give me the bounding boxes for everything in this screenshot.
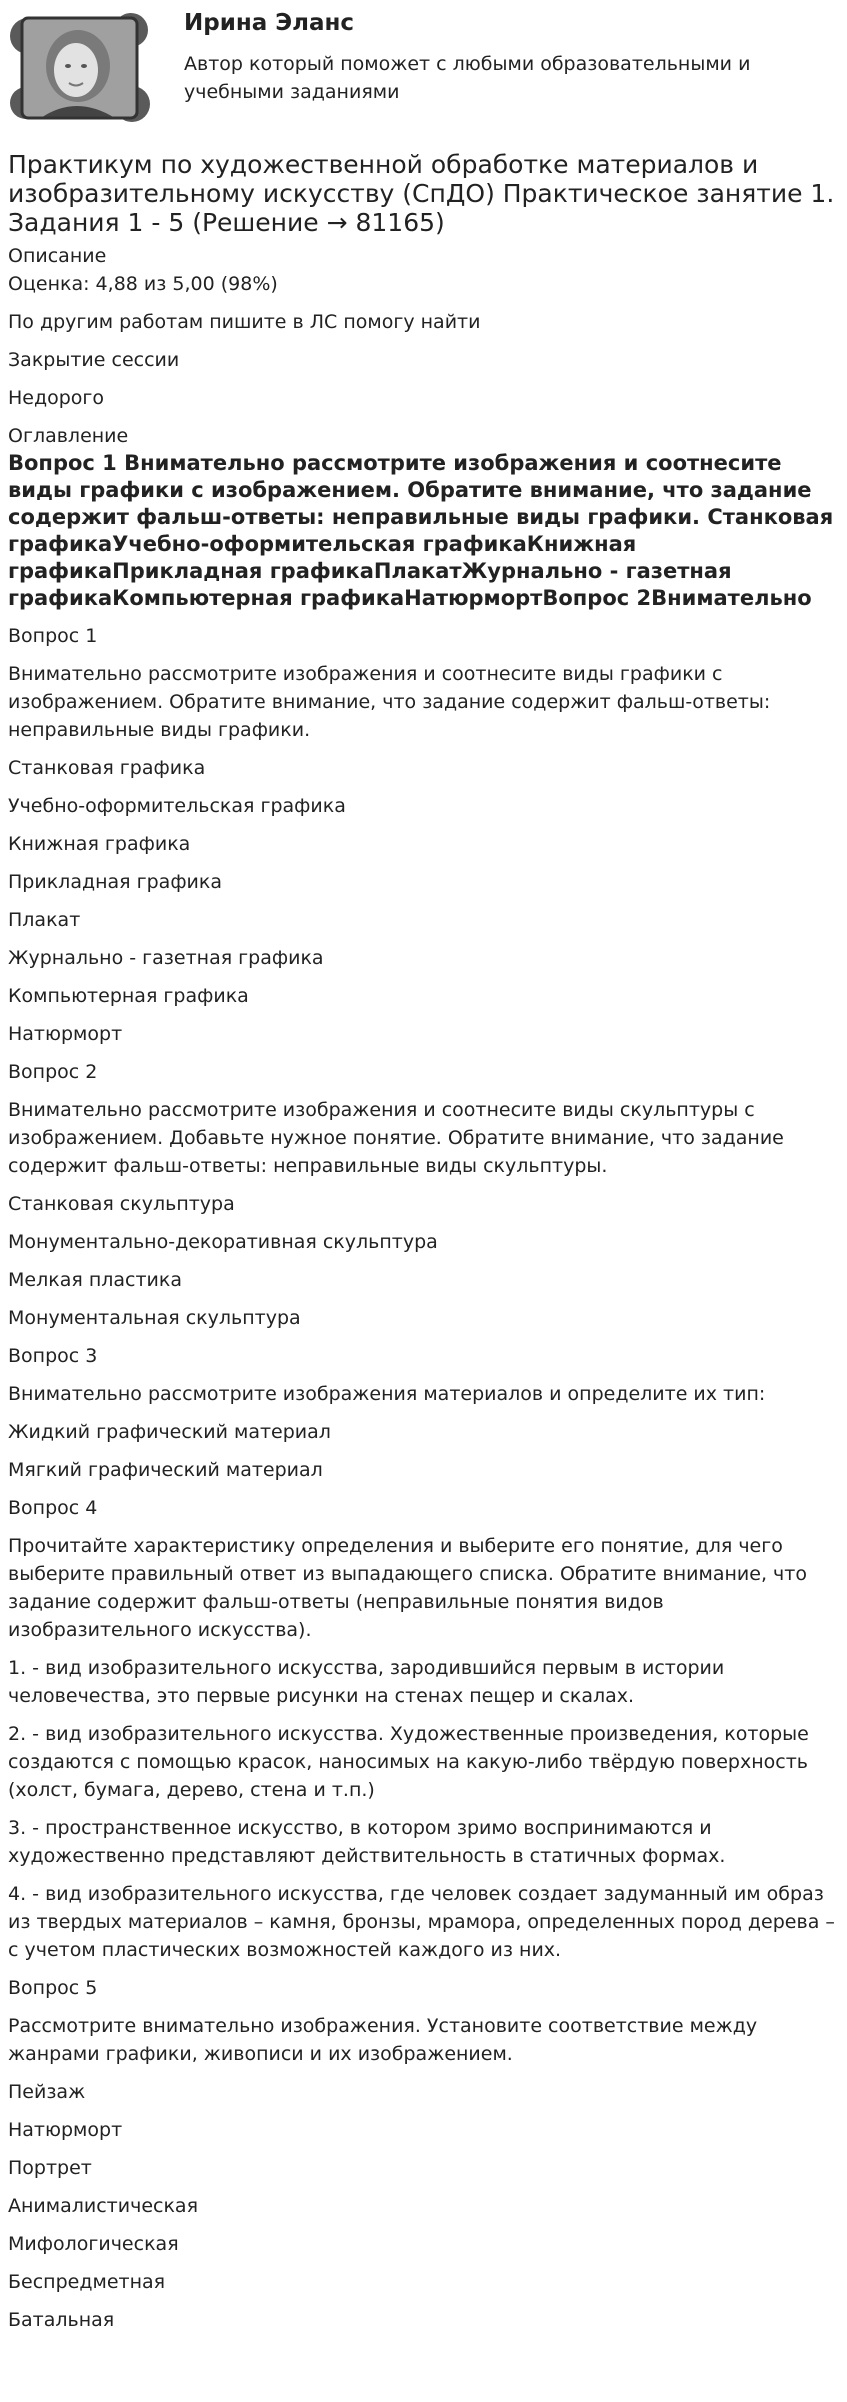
author-card [0,0,847,150]
answer-item: Натюрморт [8,1023,123,1045]
toc-label: Оглавление [8,425,129,447]
answer-item: Мягкий графический материал [8,1459,323,1481]
question-text: Прочитайте характеристику определения и выберите его понятие, для чего выберите правильный ответ из выпадающего списка. Обратите внимание, что задание содержит фальш-ответы (неправильные понятия видов изобразительного искусства). [8,1535,807,1641]
question-text: Внимательно рассмотрите изображения материалов и определите их тип: [8,1383,766,1405]
answer-item: Прикладная графика [8,871,223,893]
description-label: Описание [8,245,107,267]
question-text: Внимательно рассмотрите изображения и соотнесите виды скульптуры с изображением. Добавьте нужное понятие. Обратите внимание, что задание содержит фальш-ответы: неправильные виды скульптуры. [8,1099,784,1177]
author-description: Автор который поможет с любыми образовательными и учебными заданиями [184,53,751,103]
answer-item: 3. - пространственное искусство, в котором зримо воспринимаются и художественно представляют действительность в статичных формах. [8,1817,726,1867]
answer-item: Жидкий графический материал [8,1421,331,1443]
answer-item: Книжная графика [8,833,191,855]
question-label: Вопрос 4 [8,1497,98,1519]
answer-item: 4. - вид изобразительного искусства, где человек создает задуманный им образ из твердых материалов – камня, бронзы, мрамора, определенных пород дерева – с учетом пластических возможностей каждого из них. [8,1883,835,1961]
answer-item: 1. - вид изобразительного искусства, зародившийся первым в истории человечества, это первые рисунки на стенах пещер и скалах. [8,1657,725,1707]
rating-text: Оценка: 4,88 из 5,00 (98%) [8,273,278,295]
answer-item: Станковая графика [8,757,206,779]
question-label: Вопрос 1 [8,625,98,647]
question-label: Вопрос 5 [8,1977,98,1999]
question-label: Вопрос 3 [8,1345,98,1367]
answer-item: Компьютерная графика [8,985,249,1007]
answer-item: Портрет [8,2157,92,2179]
answer-item: Станковая скульптура [8,1193,235,1215]
answer-item: Монументально-декоративная скульптура [8,1231,438,1253]
answer-item: 2. - вид изобразительного искусства. Художественные произведения, которые создаются с помощью красок, наносимых на какую-либо твёрдую поверхность (холст, бумага, дерево, стена и т.п.) [8,1723,809,1801]
author-name[interactable]: Ирина Эланс [184,10,355,36]
page-title: Практикум по художественной обработке материалов и изобразительному искусству (СпДО) Практическое занятие 1. Задания 1 - 5 (Решение → 81165) [8,150,835,237]
question-text: Рассмотрите внимательно изображения. Установите соответствие между жанрами графики, живописи и их изображением. [8,2015,758,2065]
answer-item: Беспредметная [8,2271,166,2293]
note-text: Недорого [8,387,105,409]
work-content [8,150,840,2334]
answer-item: Пейзаж [8,2081,86,2103]
answer-item: Мелкая пластика [8,1269,183,1291]
note-text: По другим работам пишите в ЛС помогу найти [8,311,481,333]
question-text: Внимательно рассмотрите изображения и соотнесите виды графики с изображением. Обратите внимание, что задание содержит фальш-ответы: неправильные виды графики. [8,663,771,741]
answer-item: Монументальная скульптура [8,1307,301,1329]
question-label: Вопрос 2 [8,1061,98,1083]
note-text: Закрытие сессии [8,349,180,371]
answer-item: Батальная [8,2309,115,2331]
toc-preview: Вопрос 1 Внимательно рассмотрите изображения и соотнесите виды графики с изображением. Обратите внимание, что задание содержит фальш-ответы: неправильные виды графики. Станковая графикаУчебно-оформительская графикаКнижная графикаПрикладная графикаПлакатЖурнально - газетная графикаКомпьютерная графикаНатюрмортВопрос 2Внимательно [8,451,834,610]
answer-item: Мифологическая [8,2233,179,2255]
answer-item: Журнально - газетная графика [8,947,324,969]
answer-item: Учебно-оформительская графика [8,795,346,817]
answer-item: Натюрморт [8,2119,123,2141]
answer-item: Плакат [8,909,81,931]
answer-item: Анималистическая [8,2195,199,2217]
author-avatar[interactable] [8,8,151,128]
